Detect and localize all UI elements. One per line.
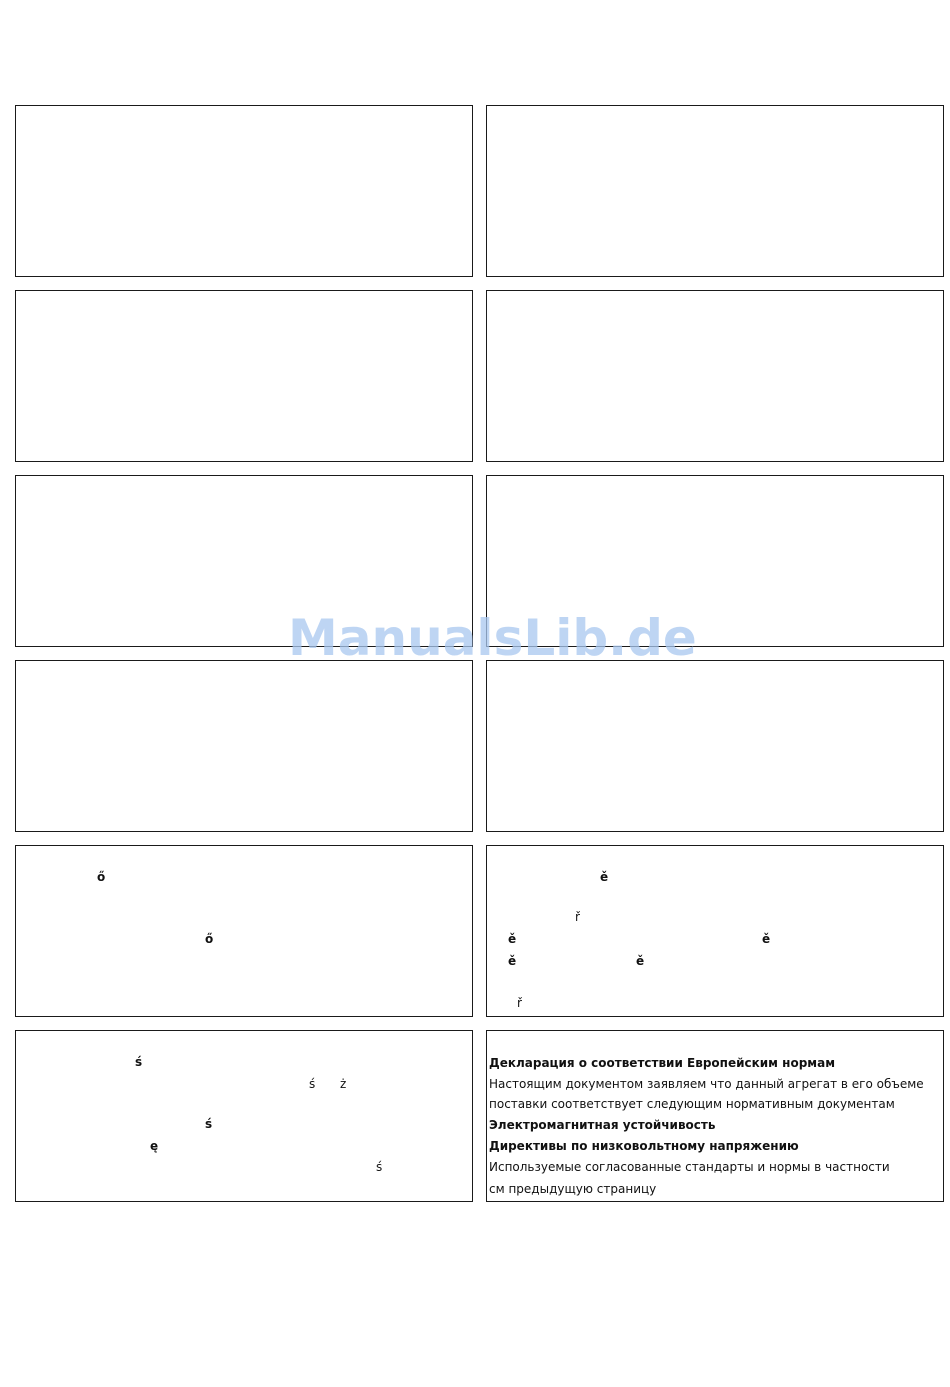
declaration-box-6 <box>486 475 944 647</box>
declaration-box-czech <box>486 845 944 1017</box>
declaration-intro-line-1: Настоящим документом заявляем что данный агрегат в его объеме <box>489 1077 924 1091</box>
low-voltage-directive-heading: Директивы по низковольтному напряжению <box>489 1139 799 1153</box>
declaration-intro-line-2: поставки соответствует следующим нормативным документам <box>489 1097 895 1111</box>
glyph-text: ě <box>636 954 645 968</box>
glyph-text: ś <box>376 1160 383 1174</box>
declaration-box-russian <box>486 1030 944 1202</box>
glyph-text: ř <box>517 996 522 1010</box>
glyph-text: ě <box>508 954 517 968</box>
declaration-box-8 <box>486 660 944 832</box>
glyph-text: ś <box>135 1055 143 1069</box>
declaration-box-4 <box>486 290 944 462</box>
declaration-box-7 <box>15 660 473 832</box>
declaration-box-hungarian <box>15 845 473 1017</box>
glyph-text: ę <box>150 1139 159 1153</box>
glyph-text: ż <box>340 1077 347 1091</box>
glyph-text: ś <box>205 1117 213 1131</box>
declaration-box-2 <box>486 105 944 277</box>
declaration-box-polish <box>15 1030 473 1202</box>
emc-directive-heading: Электромагнитная устойчивость <box>489 1118 716 1132</box>
glyph-text: ś <box>309 1077 316 1091</box>
standards-text: Используемые согласованные стандарты и нормы в частности <box>489 1160 890 1174</box>
declaration-box-1 <box>15 105 473 277</box>
glyph-text: ő <box>205 932 214 946</box>
declaration-box-5 <box>15 475 473 647</box>
glyph-text: ř <box>575 910 580 924</box>
declaration-box-3 <box>15 290 473 462</box>
glyph-text: ě <box>508 932 517 946</box>
see-previous-page-text: см предыдущую страницу <box>489 1182 657 1196</box>
glyph-text: ě <box>600 870 609 884</box>
declaration-title: Декларация о соответствии Европейским нормам <box>489 1056 836 1070</box>
glyph-text: ě <box>762 932 771 946</box>
watermark-logo: ManualsLib.de <box>288 609 697 667</box>
glyph-text: ő <box>97 870 106 884</box>
